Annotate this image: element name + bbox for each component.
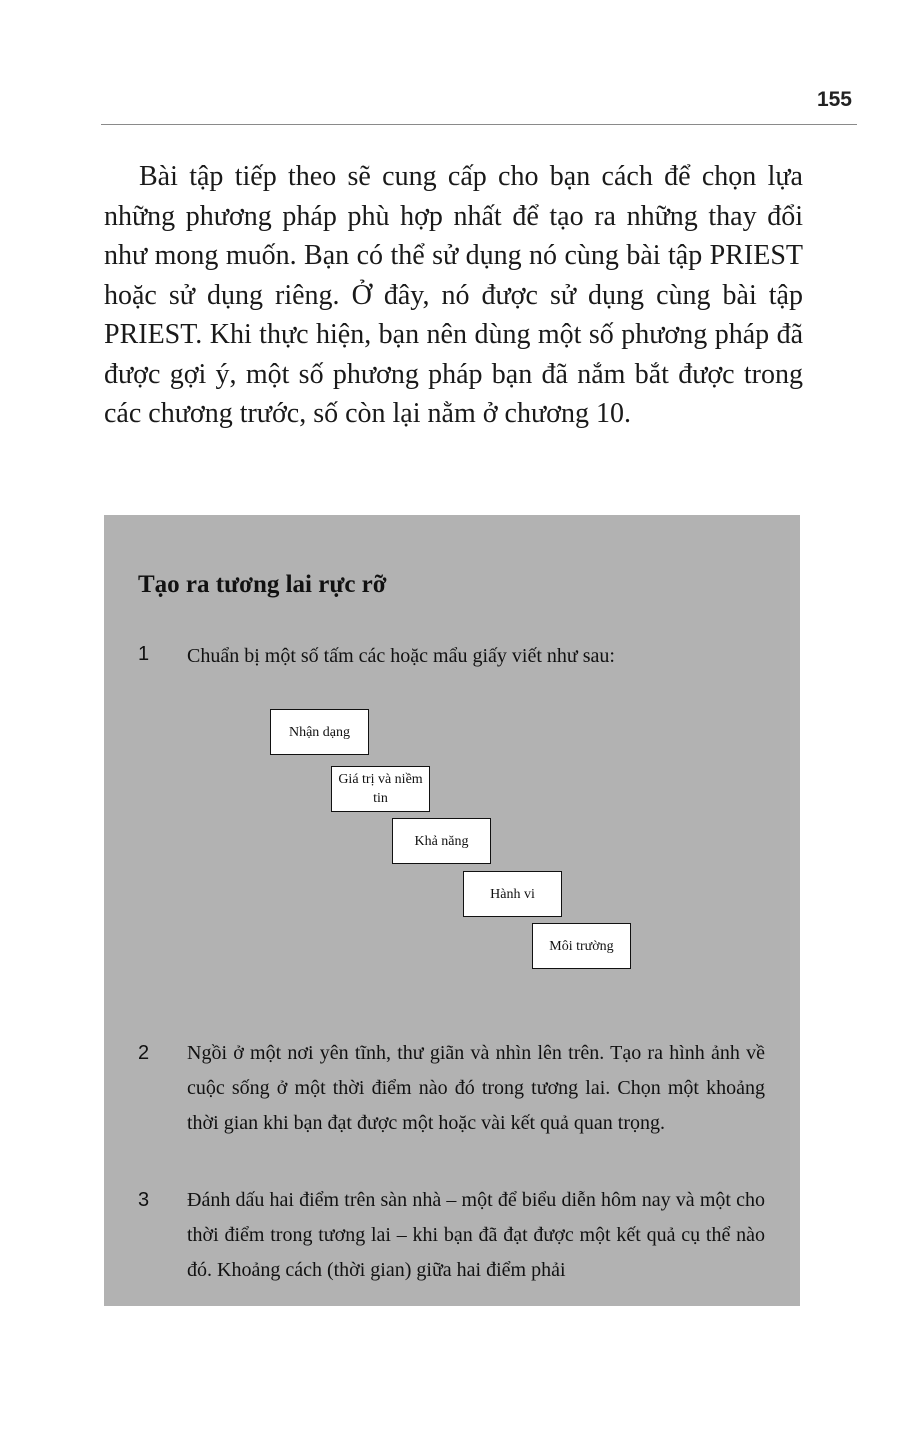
step-text-3: Đánh dấu hai điểm trên sàn nhà – một để biểu diễn hôm nay và một cho thời điểm trong tương lai – khi bạn đã đạt được một kết quả cụ thể nào đó. Khoảng cách (thời gian) giữa hai điểm phải — [187, 1189, 765, 1281]
intro-paragraph: Bài tập tiếp theo sẽ cung cấp cho bạn cách để chọn lựa những phương pháp phù hợp nhất để tạo ra những thay đổi như mong muốn. Bạn có thể sử dụng nó cùng bài tập PRIEST hoặc sử dụng riêng. Ở đây, nó được sử dụng cùng bài tập PRIEST. Khi thực hiện, bạn nên dùng một số phương pháp đã được gợi ý, một số phương pháp bạn đã nắm bắt được trong các chương trước, số còn lại nằm ở chương 10. — [104, 161, 803, 429]
step-number-3: 3 — [138, 1189, 150, 1211]
step-text-2: Ngồi ở một nơi yên tĩnh, thư giãn và nhìn lên trên. Tạo ra hình ảnh về cuộc sống ở một thời điểm nào đó trong tương lai. Chọn một khoảng thời gian khi bạn đạt được một hoặc vài kết quả quan trọng. — [187, 1042, 765, 1134]
card-hanh-vi: Hành vi — [463, 871, 562, 917]
page-number: 155 — [816, 88, 852, 111]
card-moi-truong: Môi trường — [532, 923, 631, 969]
step-number-1: 1 — [138, 643, 150, 665]
exercise-box — [104, 515, 800, 1306]
card-kha-nang: Khả năng — [392, 818, 491, 864]
card-gia-tri-niem-tin: Giá trị và niềm tin — [331, 766, 430, 812]
card-nhan-dang: Nhận dạng — [270, 709, 369, 755]
exercise-title: Tạo ra tương lai rực rỡ — [138, 571, 387, 598]
header-rule — [101, 124, 857, 125]
step-number-2: 2 — [138, 1042, 150, 1064]
step-text-1: Chuẩn bị một số tấm các hoặc mẩu giấy viết như sau: — [187, 645, 615, 667]
